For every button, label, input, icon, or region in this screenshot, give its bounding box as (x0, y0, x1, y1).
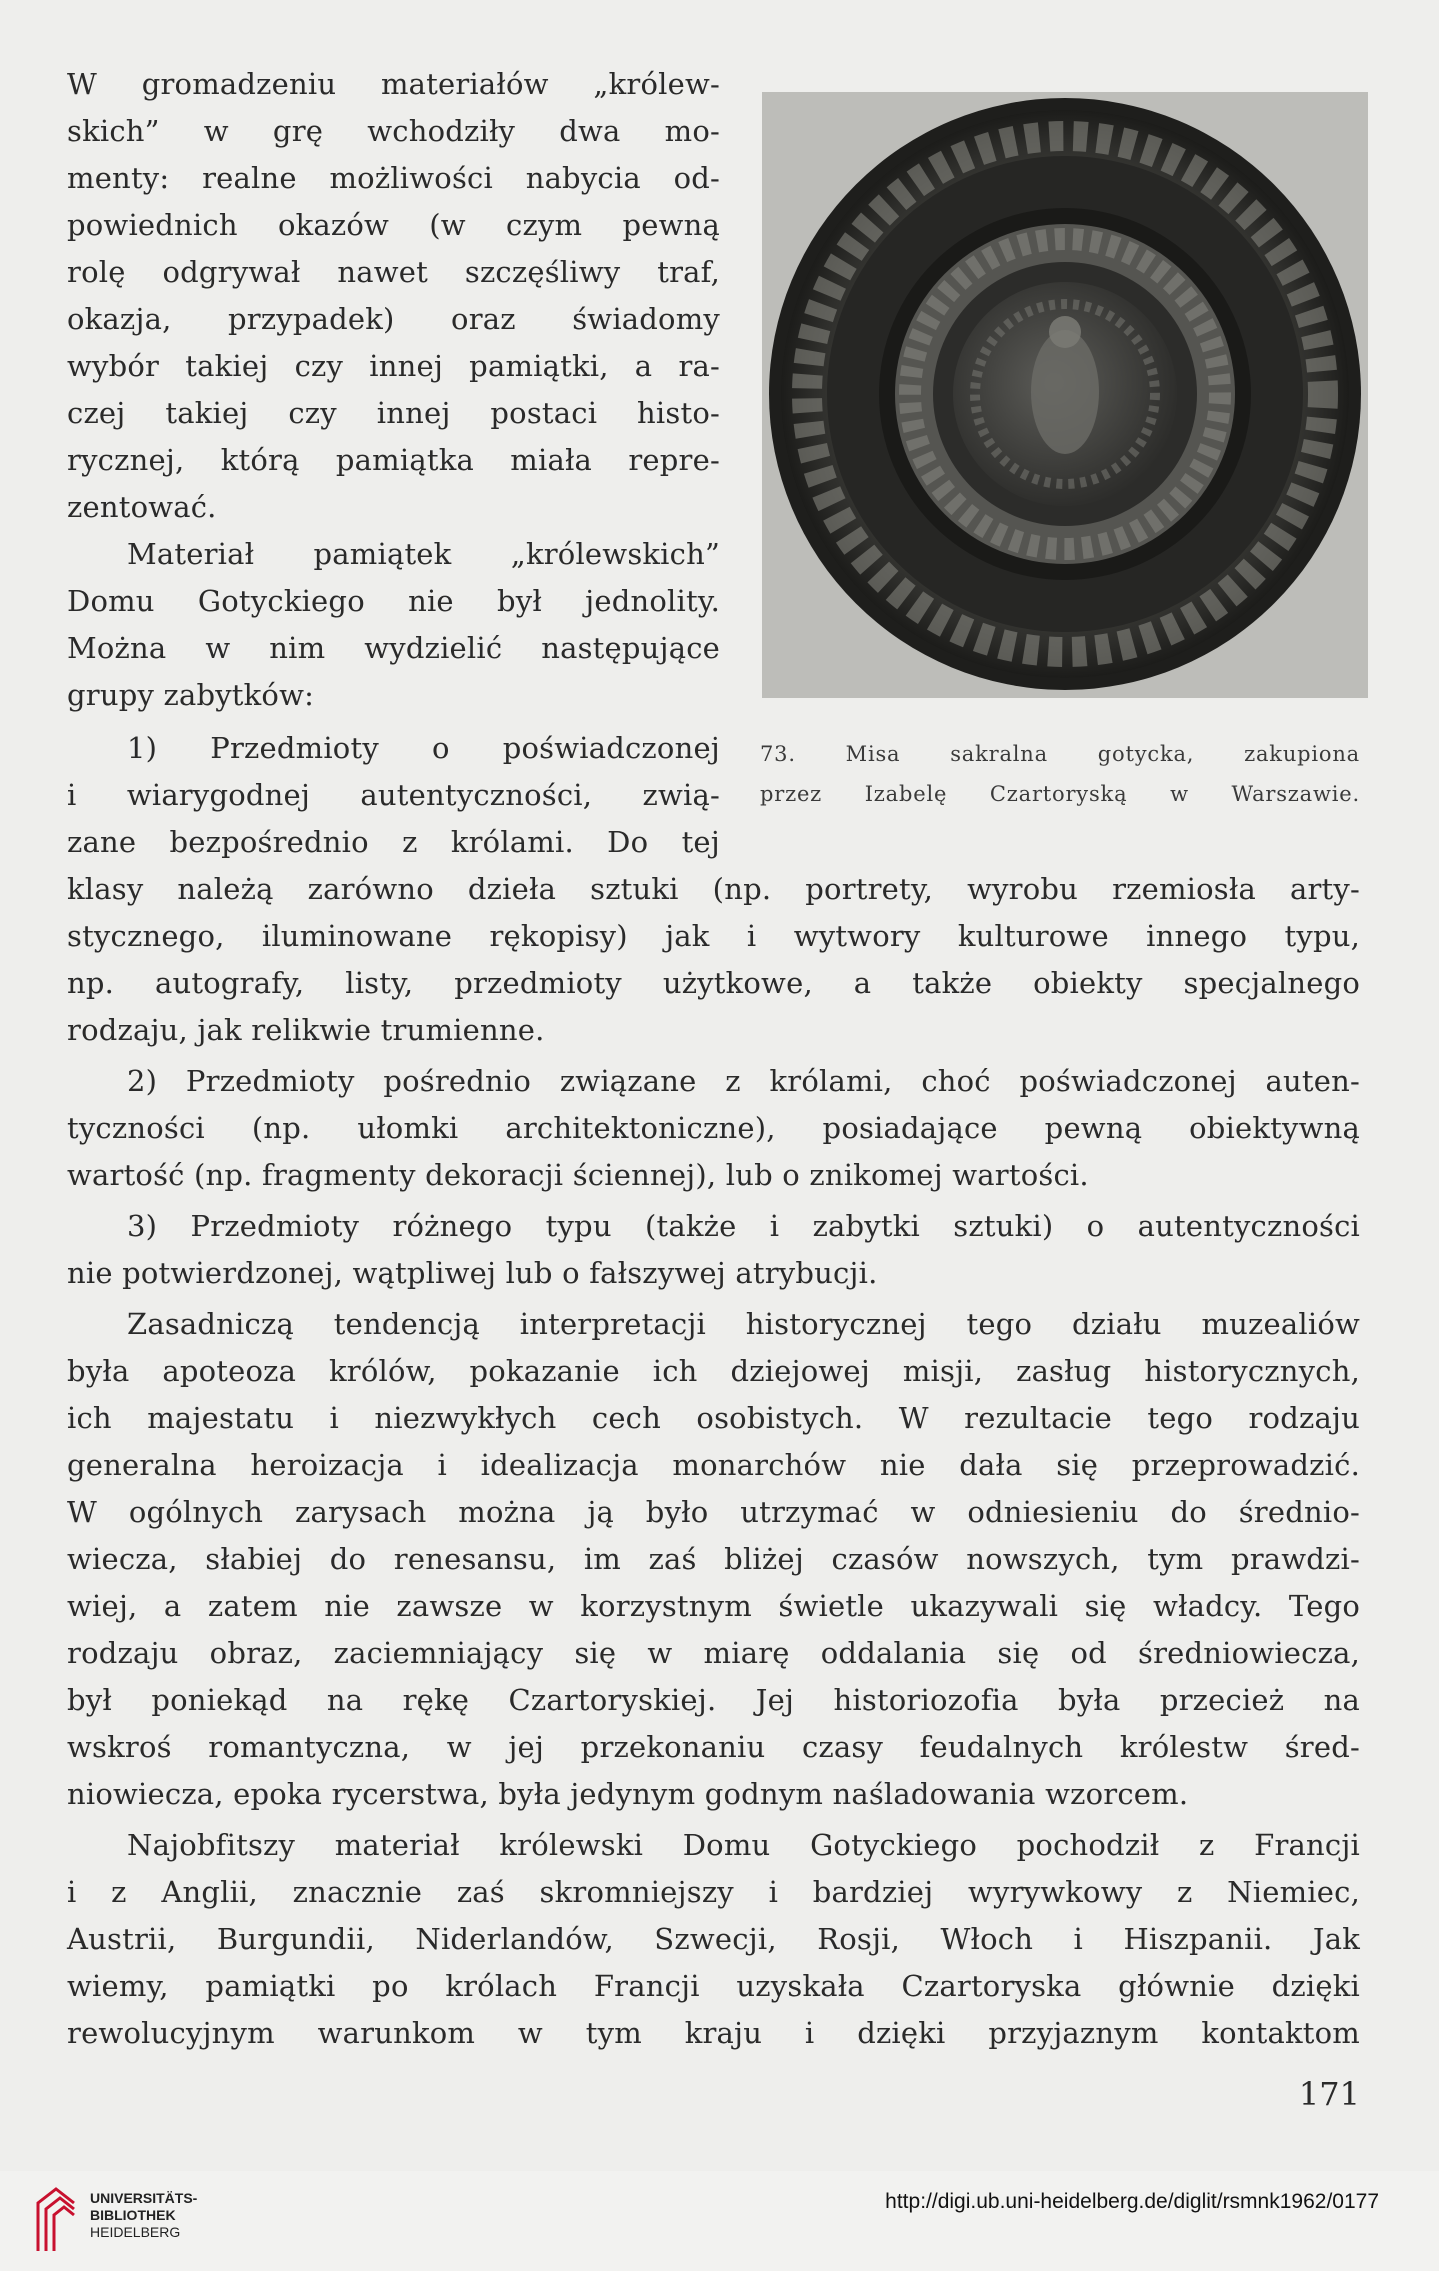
text-line: Austrii, Burgundii, Niderlandów, Szwecji, Rosji, Włoch i Hiszpanii. Jak (67, 1922, 1360, 1956)
text-line: wiecza, słabiej do renesansu, im zaś bliżej czasów nowszych, tym prawdzi- (67, 1542, 1360, 1576)
text-line: wskroś romantyczna, w jej przekonaniu czasy feudalnych królestw śred- (67, 1730, 1360, 1764)
text-line: i z Anglii, znacznie zaś skromniejszy i bardziej wyrywkowy z Niemiec, (67, 1875, 1360, 1909)
text-line: była apoteoza królów, pokazanie ich dziejowej misji, zasług historycznych, (67, 1354, 1360, 1388)
sacral-bowl-photo (762, 92, 1368, 698)
text-line: wiej, a zatem nie zawsze w korzystnym świetle ukazywali się władcy. Tego (67, 1589, 1360, 1623)
text-line: W gromadzeniu materiałów „królew- (67, 67, 720, 101)
text-line: wybór takiej czy innej pamiątki, a ra- (67, 349, 720, 383)
text-line: i wiarygodnej autentyczności, zwią- (67, 778, 720, 812)
logo-line: UNIVERSITÄTS- (90, 2190, 198, 2206)
page-number: 171 (1298, 2075, 1360, 2113)
text-line: rewolucyjnym warunkom w tym kraju i dzięki przyjaznym kontaktom (67, 2016, 1360, 2050)
text-line: wartość (np. fragmenty dekoracji ściennej), lub o znikomej wartości. (67, 1158, 1089, 1192)
text-line: nie potwierdzonej, wątpliwej lub o fałszywej atrybucji. (67, 1256, 878, 1290)
text-line: klasy należą zarówno dzieła sztuki (np. portrety, wyrobu rzemiosła arty- (67, 872, 1360, 906)
text-line: Materiał pamiątek „królewskich” (127, 537, 720, 571)
text-line: 2) Przedmioty pośrednio związane z królami, choć poświadczonej auten- (127, 1064, 1360, 1098)
footer-bar (0, 2171, 1439, 2271)
text-line: Zasadniczą tendencją interpretacji historycznej tego działu muzealiów (127, 1307, 1360, 1341)
text-line: zane bezpośrednio z królami. Do tej (67, 825, 720, 859)
text-line: niowiecza, epoka rycerstwa, była jedynym godnym naśladowania wzorcem. (67, 1777, 1189, 1811)
text-line: ich majestatu i niezwykłych cech osobistych. W rezultacie tego rodzaju (67, 1401, 1360, 1435)
text-line: Domu Gotyckiego nie był jednolity. (67, 584, 720, 618)
text-line: rycznej, którą pamiątka miała repre- (67, 443, 720, 477)
text-line: okazja, przypadek) oraz świadomy (67, 302, 720, 336)
text-line: Można w nim wydzielić następujące (67, 631, 720, 665)
text-line: skich” w grę wchodziły dwa mo- (67, 114, 720, 148)
text-line: grupy zabytków: (67, 678, 315, 712)
text-line: W ogólnych zarysach można ją było utrzymać w odniesieniu do średnio- (67, 1495, 1360, 1529)
text-line: 1) Przedmioty o poświadczonej (127, 731, 720, 765)
text-line: Najobfitszy materiał królewski Domu Gotyckiego pochodził z Francji (127, 1828, 1360, 1862)
logo-line: BIBLIOTHEK (90, 2207, 176, 2223)
text-line: rodzaju, jak relikwie trumienne. (67, 1013, 545, 1047)
text-line: 3) Przedmioty różnego typu (także i zabytki sztuki) o autentyczności (127, 1209, 1360, 1243)
source-url-link[interactable]: http://digi.ub.uni-heidelberg.de/diglit/rsmnk1962/0177 (885, 2190, 1379, 2213)
text-line: czej takiej czy innej postaci histo- (67, 396, 720, 430)
text-line: menty: realne możliwości nabycia od- (67, 161, 720, 195)
figure-caption-line: przez Izabelę Czartoryską w Warszawie. (760, 782, 1360, 806)
text-line: powiednich okazów (w czym pewną (67, 208, 720, 242)
text-line: tyczności (np. ułomki architektoniczne), posiadające pewną obiektywną (67, 1111, 1360, 1145)
library-logo-text (90, 2190, 197, 2241)
text-line: rolę odgrywał nawet szczęśliwy traf, (67, 255, 720, 289)
logo-line: HEIDELBERG (90, 2224, 181, 2240)
text-line: np. autografy, listy, przedmioty użytkowe, a także obiekty specjalnego (67, 966, 1360, 1000)
text-line: zentować. (67, 490, 217, 524)
text-line: był poniekąd na rękę Czartoryskiej. Jej historiozofia była przecież na (67, 1683, 1360, 1717)
text-line: stycznego, iluminowane rękopisy) jak i wytwory kulturowe innego typu, (67, 919, 1360, 953)
library-logo-icon (30, 2181, 80, 2261)
text-line: generalna heroizacja i idealizacja monarchów nie dała się przeprowadzić. (67, 1448, 1360, 1482)
figure-image (762, 92, 1368, 698)
figure-caption-line: 73. Misa sakralna gotycka, zakupiona (760, 742, 1360, 766)
text-line: rodzaju obraz, zaciemniający się w miarę oddalania się od średniowiecza, (67, 1636, 1360, 1670)
text-line: wiemy, pamiątki po królach Francji uzyskała Czartoryska głównie dzięki (67, 1969, 1360, 2003)
